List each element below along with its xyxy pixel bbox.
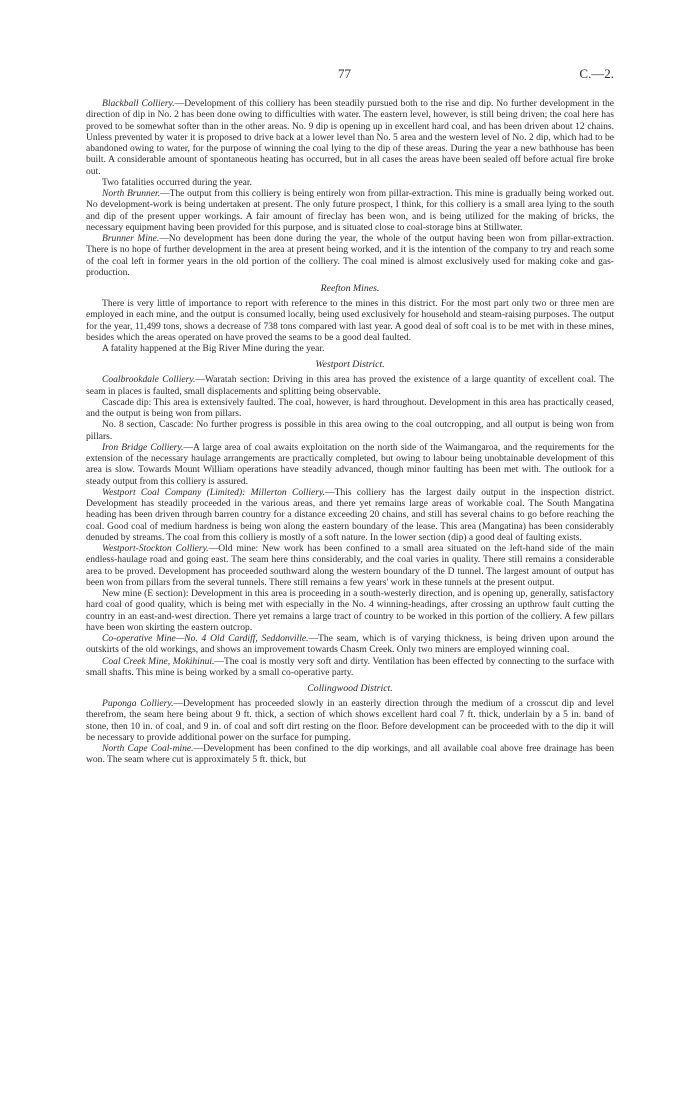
paragraph-text: —Development has been confined to the dip workings, and all available coal above free drainage has been won. The seam where cut is approximately 5 ft. thick, but bbox=[86, 743, 614, 766]
page-number: 77 bbox=[338, 66, 351, 81]
paragraph-text: New mine (E section): Development in this area is proceeding in a south-westerly direction, and is opening up, generally, satisfactory hard coal of good quality, which is being met with especially in the No. 4 winning-headings, after crossing an upthrow fault cutting the country in an east-and-west direction. There yet remains a large tract of country to be worked in this portion of the colliery. A few pillars have been won skirting the eastern outcrop. bbox=[86, 588, 614, 633]
paragraph-text: —A large area of coal awaits exploitation on the north side of the Waimangaroa, and the requirements for the extension of the necessary haulage arrangements are practically completed, but owing to labour being unobtainable development of this area is slow. Towards Mount William operations have steadily advanced, though minor faulting has been met with. The outlook for a steady output from this colliery is assured. bbox=[86, 441, 614, 487]
paragraph-title: Westport-Stockton Colliery. bbox=[102, 543, 209, 554]
paragraph-text: There is very little of importance to report with reference to the mines in this district. For the most part only two or three men are employed in each mine, and the output is consumed locally, being used exclusively for household and steam-raising purposes. The output for the year, 11,499 tons, shows a decrease of 738 tons compared with last year. A good deal of soft coal is to be met with in these mines, besides which the areas operated on have proved the seams to be a good deal faulted. bbox=[86, 298, 614, 343]
paragraph-text: Two fatalities occurred during the year. bbox=[102, 176, 252, 188]
paragraph-title: Puponga Colliery. bbox=[102, 698, 174, 709]
paragraph-title: Westport Coal Company (Limited): Millerton Colliery. bbox=[102, 486, 326, 498]
paragraph-title: Coal Creek Mine, Mokihinui. bbox=[102, 655, 215, 667]
section-heading: Westport District. bbox=[315, 359, 385, 371]
paragraph-title: Blackball Colliery. bbox=[102, 98, 175, 109]
paragraph-text: —No development has been done during the year, the whole of the output having been won from pillar-extraction. There is no hope of further development in the area at present being worked, and it is the intention of the company to try and reach some of the coal left in former years in the old portion of the colliery. The coal mined is almost exclusively used for making coke and gas-production. bbox=[86, 233, 614, 278]
paragraph bbox=[86, 442, 614, 487]
paragraph-title: North Brunner. bbox=[102, 188, 161, 199]
paragraph bbox=[86, 743, 614, 766]
paragraph bbox=[86, 656, 614, 679]
paragraph-text: —Old mine: New work has been confined to a small area situated on the left-hand side of the main endless-haulage road and going east. The seam here thins considerably, and the coal varies in quality. There still remains a considerable area to be proved. Development has proceeded southward along the western boundary of the D tunnel. The largest amount of output has been won from pillars from the several tunnels. There still remains a few years' work in these tunnels at the present output. bbox=[86, 543, 614, 588]
paragraph-text: —Development of this colliery has been steadily pursued both to the rise and dip. No further development in the direction of dip in No. 2 has been done owing to difficulties with water. The eastern level, however, is still being driven; the coal here has proved to be somewhat softer than in the other areas. No. 9 dip is opening up in excellent hard coal, and has been driven about 12 chains. Unless prevented by water it is proposed to drive back at a lower level than No. 5 area and the western level of No. 2 dip, which had to be abandoned owing to water, for the purpose of winning the coal lying to the dip of these areas. During the year a new bathhouse has been built. A considerable amount of spontaneous heating has occurred, but in all cases the areas have been sealed off before actual fire broke out. bbox=[86, 98, 614, 177]
document-page bbox=[86, 66, 614, 766]
page-body bbox=[86, 98, 614, 766]
paragraph-text: —Development has proceeded slowly in an easterly direction through the medium of a crosscut dip and level therefrom, the seam here being about 9 ft. thick, a section of which shows excellent hard coal 7 ft. thick, underlain by a 5 in. band of stone, then 10 in. of coal, and 9 in. of coal and soft dirt resting on the floor. Before development can be proceeded with to the dip it will be necessary to provide additional power on the surface for pumping. bbox=[86, 698, 614, 743]
paragraph bbox=[86, 588, 614, 633]
paragraph bbox=[86, 487, 614, 543]
paragraph bbox=[86, 188, 614, 233]
page-header bbox=[86, 66, 614, 90]
paragraph bbox=[86, 397, 614, 420]
paragraph bbox=[86, 98, 614, 177]
paragraph-text: A fatality happened at the Big River Mine during the year. bbox=[102, 343, 325, 354]
section-heading: Collingwood District. bbox=[307, 683, 393, 694]
paragraph-title: North Cape Coal-mine. bbox=[102, 743, 194, 754]
paragraph-text: Cascade dip: This area is extensively faulted. The coal, however, is hard throughout. Development in this area has practically ceased, and the output is being won from pillars. bbox=[86, 396, 614, 419]
paragraph bbox=[86, 177, 614, 188]
paragraph bbox=[86, 374, 614, 397]
section-heading: Reefton Mines. bbox=[320, 283, 380, 294]
paragraph-title: Iron Bridge Colliery. bbox=[102, 441, 184, 453]
paragraph bbox=[86, 419, 614, 442]
paragraph bbox=[86, 698, 614, 743]
paragraph-title: Brunner Mine. bbox=[102, 233, 160, 244]
document-reference: C.—2. bbox=[579, 66, 614, 81]
paragraph-text: —The coal is mostly very soft and dirty. Ventilation has been effected by connecting to the surface with small shafts. This mine is being worked by a small co-operative party. bbox=[86, 655, 614, 678]
paragraph bbox=[86, 633, 614, 656]
paragraph-title: Co-operative Mine—No. 4 Old Cardiff, Seddonville. bbox=[102, 633, 309, 644]
paragraph-text: —The output from this colliery is being entirely won from pillar-extraction. This mine is gradually being worked out. No development-work is being undertaken at present. The only future prospect, I think, for this colliery is a small area lying to the south and dip of the present upper workings. A fair amount of fireclay has been won, and is being utilized for the making of bricks, the necessary equipment having been provided for this purpose, and is situated close to coal-storage bins at Stillwater. bbox=[86, 188, 614, 233]
paragraph bbox=[86, 233, 614, 278]
paragraph-text: —This colliery has the largest daily output in the inspection district. Development has steadily proceeded in the various areas, and there yet remains large areas of workable coal. The South Mangatina heading has been driven through barren country for a distance exceeding 20 chains, and still has several chains to go before reaching the coal. Good coal of medium hardness is being won along the eastern boundary of the lease. This area (Mangatina) has been considerably denuded by streams. The coal from this colliery is mostly of a soft nature. In the lower section (dip) a good deal of faulting exists. bbox=[86, 486, 614, 543]
paragraph-title: Coalbrookdale Colliery. bbox=[102, 374, 196, 386]
paragraph bbox=[86, 543, 614, 588]
paragraph bbox=[86, 343, 614, 354]
paragraph-text: No. 8 section, Cascade: No further progress is possible in this area owing to the coal outcropping, and all output is being won from pillars. bbox=[86, 419, 614, 442]
paragraph-text: —Waratah section: Driving in this area has proved the existence of a large quantity of excellent coal. The seam in places is faulted, small displacements and splitting being observable. bbox=[86, 374, 614, 397]
paragraph bbox=[86, 298, 614, 343]
paragraph-text: —The seam, which is of varying thickness, is being driven upon around the outskirts of the old workings, and shows an improvement towards Chasm Creek. Only two miners are employed winning coal. bbox=[86, 633, 615, 656]
